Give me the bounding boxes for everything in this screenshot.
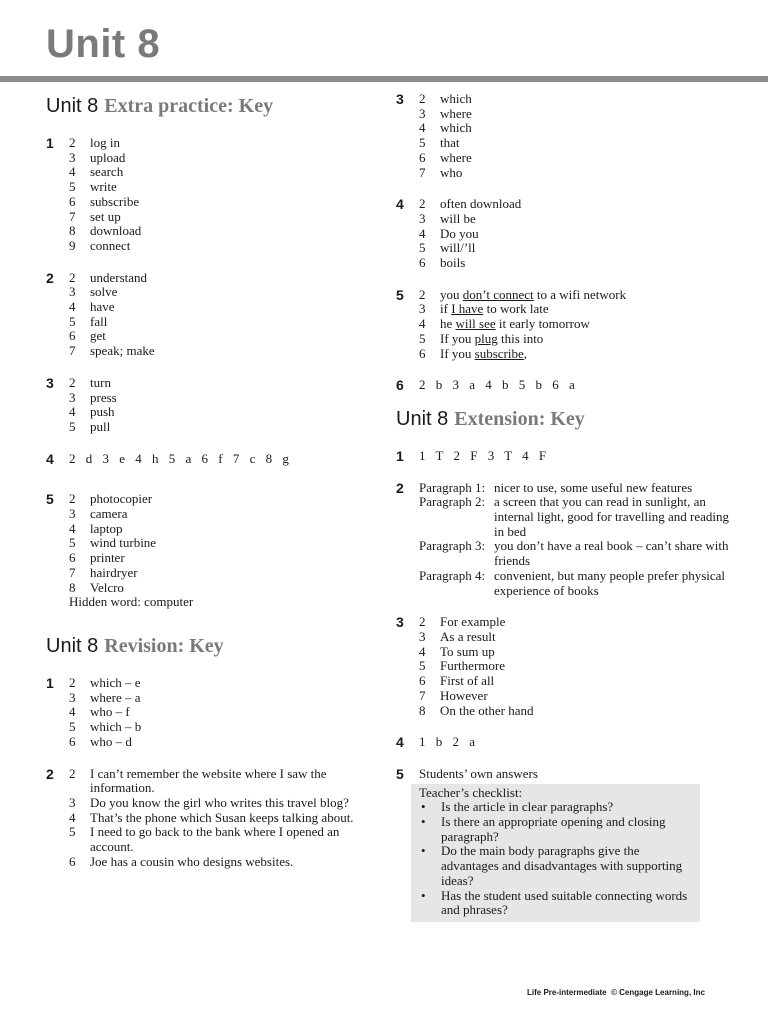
answer-text: which — [440, 91, 472, 106]
answer-text: laptop — [90, 520, 123, 536]
inline-answers: 1 T 2 F 3 T 4 F — [419, 447, 548, 463]
exercise-number: 3 — [46, 374, 54, 391]
extra-exercise-4 — [46, 452, 376, 467]
revision-exercise-1 — [46, 676, 376, 750]
answer-text: press — [90, 389, 117, 405]
answer-prefix: you — [440, 286, 463, 302]
answer-text: where — [440, 149, 472, 165]
paragraph-text: you don’t have a real book – can’t share with friends — [494, 538, 729, 569]
answer-line — [419, 212, 736, 227]
checklist-items — [419, 800, 694, 918]
item-number: 3 — [69, 794, 76, 810]
answer-text: I can’t remember the website where I saw the information. — [90, 765, 327, 796]
answer-text: will/’ll — [440, 240, 476, 256]
answer-line — [419, 197, 736, 212]
exercise-number: 2 — [396, 479, 404, 496]
answer-line — [69, 329, 376, 344]
bullet-icon: • — [421, 843, 426, 859]
exercise-number: 5 — [396, 286, 404, 303]
checklist-text: Is the article in clear paragraphs? — [441, 799, 614, 815]
item-number: 7 — [419, 164, 426, 180]
answer-text: First of all — [440, 673, 495, 689]
item-number: 4 — [69, 809, 76, 825]
item-number: 4 — [69, 404, 76, 420]
item-number: 4 — [419, 643, 426, 659]
answer-line — [69, 855, 376, 870]
item-number: 6 — [419, 673, 426, 689]
answer-text: connect — [90, 237, 131, 253]
item-number: 6 — [419, 255, 426, 271]
answer-text: fall — [90, 313, 108, 329]
checklist-item — [419, 844, 694, 888]
answer-text: photocopier — [90, 491, 153, 507]
page-title: Unit 8 — [46, 22, 161, 66]
answer-suffix: this into — [497, 330, 544, 346]
item-number: 4 — [69, 299, 76, 315]
item-number: 2 — [419, 286, 426, 302]
answer-text: which – b — [90, 719, 142, 735]
item-number: 5 — [69, 418, 76, 434]
answer-line — [419, 347, 736, 362]
answer-line — [69, 676, 376, 691]
answer-list — [419, 615, 736, 718]
answer-prefix: he — [440, 316, 456, 332]
paragraph-label: Paragraph 1: — [419, 479, 486, 495]
inline-answers: 2 d 3 e 4 h 5 a 6 f 7 c 8 g — [69, 450, 290, 466]
paragraph-answer — [419, 495, 736, 539]
exercise-number: 1 — [396, 447, 404, 464]
item-number: 3 — [69, 506, 76, 522]
item-number: 5 — [419, 330, 426, 346]
item-number: 6 — [69, 193, 76, 209]
answer-line — [69, 151, 376, 166]
answer-line — [419, 288, 736, 303]
answer-line — [69, 811, 376, 826]
exercise-number: 2 — [46, 765, 54, 782]
revision-exercise-3 — [396, 92, 736, 180]
answer-line — [419, 704, 736, 719]
answer-line — [69, 581, 376, 596]
answer-text: who — [440, 164, 463, 180]
item-number: 5 — [419, 658, 426, 674]
extension-exercise-1 — [396, 449, 736, 464]
extension-exercise-4 — [396, 735, 736, 750]
item-number: 5 — [69, 719, 76, 735]
answer-text — [440, 347, 736, 362]
item-number: 2 — [419, 196, 426, 212]
checklist-item — [419, 815, 694, 844]
answer-list — [69, 676, 376, 750]
underlined-answer: plug — [474, 330, 498, 346]
answer-line — [419, 332, 736, 347]
answer-text: that — [440, 135, 460, 151]
item-number: 5 — [69, 179, 76, 195]
paragraph-label: Paragraph 4: — [419, 567, 486, 583]
answer-line — [69, 195, 376, 210]
answer-text: set up — [90, 208, 121, 224]
answer-list — [69, 136, 376, 254]
answer-suffix: , — [523, 345, 528, 361]
bullet-icon: • — [421, 887, 426, 903]
revision-exercise-6 — [396, 378, 736, 393]
extra-exercise-1 — [46, 136, 376, 254]
exercise-number: 4 — [396, 196, 404, 213]
answer-line — [69, 344, 376, 359]
item-number: 3 — [69, 149, 76, 165]
answer-line — [69, 391, 376, 406]
answer-list — [69, 271, 376, 359]
answer-text: where – a — [90, 689, 141, 705]
item-number: 2 — [419, 614, 426, 630]
extra-exercise-2 — [46, 271, 376, 359]
answer-list — [419, 92, 736, 180]
extension-exercise-2 — [396, 481, 736, 599]
item-number: 4 — [69, 704, 76, 720]
answer-line — [69, 376, 376, 391]
exercise-number: 1 — [46, 674, 54, 691]
answer-line — [419, 689, 736, 704]
paragraph-label: Paragraph 3: — [419, 538, 486, 554]
extra-unit-label: Unit 8 — [46, 95, 99, 117]
answer-line — [419, 645, 736, 660]
checklist-title: Teacher’s checklist: — [419, 784, 523, 800]
revision-exercise-5 — [396, 288, 736, 362]
answer-text: pull — [90, 418, 111, 434]
answer-line — [69, 136, 376, 151]
item-number: 8 — [69, 579, 76, 595]
answer-text: have — [90, 299, 115, 315]
answer-text: which — [440, 120, 472, 136]
answer-line — [69, 705, 376, 720]
answer-text: hairdryer — [90, 564, 138, 580]
answer-line — [419, 256, 736, 271]
item-number: 6 — [69, 550, 76, 566]
answer-line — [69, 165, 376, 180]
extension-unit-label: Unit 8 — [396, 407, 449, 430]
item-number: 9 — [69, 237, 76, 253]
revision-exercise-4 — [396, 197, 736, 271]
item-number: 7 — [419, 687, 426, 703]
answer-text: often download — [440, 196, 522, 212]
paragraph-text: a screen that you can read in sunlight, an internal light, good for travelling and reading in bed — [494, 494, 730, 539]
answer-line — [69, 720, 376, 735]
answer-text — [440, 317, 736, 332]
item-number: 2 — [69, 765, 76, 781]
answer-line — [69, 796, 376, 811]
item-number: 3 — [419, 301, 426, 317]
answer-list — [69, 492, 376, 595]
answer-line — [419, 136, 736, 151]
revision-exercise-2 — [46, 767, 376, 870]
item-number: 6 — [69, 733, 76, 749]
inline-answers: 2 b 3 a 4 b 5 b 6 a — [419, 377, 576, 393]
answer-text: boils — [440, 255, 466, 271]
right-column — [396, 92, 736, 939]
answer-text: understand — [90, 269, 148, 285]
answer-prefix: If you — [440, 345, 475, 361]
revision-subtitle: Revision: Key — [104, 634, 224, 657]
extension-exercise-3 — [396, 615, 736, 718]
answer-line — [419, 241, 736, 256]
revision-unit-label: Unit 8 — [46, 634, 99, 657]
answer-text: speak; make — [90, 343, 155, 359]
answer-line — [69, 180, 376, 195]
item-number: 3 — [419, 210, 426, 226]
answer-line — [69, 691, 376, 706]
item-number: 4 — [419, 225, 426, 241]
answer-text: On the other hand — [440, 702, 534, 718]
item-number: 4 — [69, 520, 76, 536]
answer-line — [69, 735, 376, 750]
answer-text: where — [440, 105, 472, 121]
students-own-answers: Students’ own answers — [419, 765, 538, 781]
answer-line — [69, 224, 376, 239]
answer-line — [69, 271, 376, 286]
answer-text: That’s the phone which Susan keeps talking about. — [90, 809, 354, 825]
checklist-text: Has the student used suitable connecting words and phrases? — [441, 887, 688, 918]
answer-text: Joe has a cousin who designs websites. — [90, 853, 294, 869]
answer-line — [69, 285, 376, 300]
answer-text: To sum up — [440, 643, 495, 659]
item-number: 5 — [419, 135, 426, 151]
answer-line — [419, 674, 736, 689]
underlined-answer: subscribe — [474, 345, 524, 361]
item-number: 2 — [419, 91, 426, 106]
answer-line — [419, 92, 736, 107]
paragraph-text: convenient, but many people prefer physical experience of books — [494, 567, 726, 598]
item-number: 7 — [69, 208, 76, 224]
answer-text: who – f — [90, 704, 130, 720]
extension-exercise-5 — [396, 767, 736, 922]
answer-line — [69, 536, 376, 551]
extra-exercise-5 — [46, 492, 376, 610]
paragraph-list — [419, 481, 736, 599]
answer-text: upload — [90, 149, 126, 165]
title-rule — [0, 76, 768, 82]
answer-line — [69, 522, 376, 537]
underlined-answer: don’t connect — [462, 286, 534, 302]
item-number: 7 — [69, 564, 76, 580]
checklist-text: Is there an appropriate opening and closing paragraph? — [441, 814, 666, 844]
exercise-number: 2 — [46, 269, 54, 286]
item-number: 8 — [419, 702, 426, 718]
answer-suffix: it early tomorrow — [495, 316, 590, 332]
answer-prefix: if — [440, 301, 452, 317]
answer-line — [69, 767, 376, 796]
answer-text: Do you know the girl who writes this travel blog? — [90, 794, 349, 810]
answer-line — [69, 825, 376, 854]
answer-line — [419, 121, 736, 136]
answer-line — [69, 420, 376, 435]
item-number: 2 — [69, 374, 76, 390]
underlined-answer: I have — [451, 301, 484, 317]
item-number: 5 — [69, 313, 76, 329]
answer-line — [419, 317, 736, 332]
answer-line — [69, 492, 376, 507]
answer-line — [419, 615, 736, 630]
bullet-icon: • — [421, 799, 426, 815]
answer-text: Velcro — [90, 579, 124, 595]
item-number: 4 — [419, 316, 426, 332]
footer-copyright: © Cengage Learning, Inc — [611, 988, 705, 997]
answer-line — [419, 166, 736, 181]
hidden-word: Hidden word: computer — [69, 594, 194, 610]
item-number: 5 — [69, 535, 76, 551]
item-number: 2 — [69, 135, 76, 150]
paragraph-answer — [419, 569, 736, 598]
answer-text: get — [90, 328, 106, 344]
answer-list — [69, 767, 376, 870]
footer — [527, 988, 705, 997]
answer-line — [69, 405, 376, 420]
answer-line — [419, 630, 736, 645]
paragraph-label: Paragraph 2: — [419, 494, 486, 510]
checklist-item — [419, 889, 694, 918]
item-number: 5 — [419, 240, 426, 256]
answer-line — [69, 507, 376, 522]
exercise-number: 4 — [396, 734, 404, 751]
answer-text — [440, 288, 736, 303]
answer-text — [440, 332, 736, 347]
checklist-item — [419, 800, 694, 815]
item-number: 6 — [419, 345, 426, 361]
item-number: 7 — [69, 343, 76, 359]
item-number: 4 — [419, 120, 426, 136]
item-number: 2 — [69, 674, 76, 690]
extension-heading — [396, 405, 736, 433]
answer-suffix: to a wifi network — [533, 286, 627, 302]
answer-line — [419, 302, 736, 317]
exercise-number: 3 — [396, 614, 404, 631]
item-number: 3 — [69, 284, 76, 300]
exercise-number: 6 — [396, 377, 404, 394]
checklist-text: Do the main body paragraphs give the advantages and disadvantages with supporting ideas? — [441, 843, 683, 888]
item-number: 3 — [69, 689, 76, 705]
answer-line — [419, 151, 736, 166]
answer-line — [419, 227, 736, 242]
extra-exercise-3 — [46, 376, 376, 435]
left-column — [46, 92, 376, 886]
answer-text: As a result — [440, 628, 496, 644]
footer-book-title: Life Pre-intermediate — [527, 988, 607, 997]
exercise-number: 5 — [46, 491, 54, 508]
answer-line — [69, 210, 376, 225]
extension-subtitle: Extension: Key — [454, 407, 585, 430]
item-number: 3 — [419, 628, 426, 644]
underlined-answer: will see — [455, 316, 496, 332]
revision-heading — [46, 632, 376, 660]
answer-line — [69, 551, 376, 566]
paragraph-text: nicer to use, some useful new features — [494, 479, 693, 495]
answer-prefix: If you — [440, 330, 475, 346]
answer-text — [440, 302, 736, 317]
extra-practice-heading — [46, 92, 376, 120]
inline-answers: 1 b 2 a — [419, 734, 477, 750]
answer-text: camera — [90, 506, 128, 522]
paragraph-answer — [419, 539, 736, 568]
answer-line — [69, 566, 376, 581]
answer-text: For example — [440, 614, 506, 630]
item-number: 5 — [69, 824, 76, 840]
answer-text: solve — [90, 284, 118, 300]
item-number: 3 — [69, 389, 76, 405]
item-number: 2 — [69, 491, 76, 507]
answer-text: Do you — [440, 225, 479, 241]
answer-line — [419, 659, 736, 674]
teacher-checklist-box — [411, 784, 700, 922]
answer-list — [419, 288, 736, 362]
answer-line — [69, 315, 376, 330]
answer-text: wind turbine — [90, 535, 157, 551]
extra-subtitle: Extra practice: Key — [104, 95, 274, 117]
answer-text: However — [440, 687, 488, 703]
answer-text: write — [90, 179, 117, 195]
answer-line — [69, 239, 376, 254]
answer-text: turn — [90, 374, 111, 390]
item-number: 4 — [69, 164, 76, 180]
exercise-number: 3 — [396, 91, 404, 107]
answer-text: push — [90, 404, 115, 420]
answer-line — [419, 107, 736, 122]
answer-suffix: to work late — [483, 301, 549, 317]
answer-text: will be — [440, 210, 476, 226]
answer-list — [419, 197, 736, 271]
answer-line — [69, 300, 376, 315]
bullet-icon: • — [421, 814, 426, 830]
item-number: 2 — [69, 269, 76, 285]
item-number: 6 — [69, 328, 76, 344]
item-number: 6 — [69, 853, 76, 869]
exercise-number: 1 — [46, 135, 54, 151]
answer-text: I need to go back to the bank where I opened an account. — [90, 824, 340, 855]
answer-text: download — [90, 223, 142, 239]
answer-list — [69, 376, 376, 435]
answer-text: printer — [90, 550, 125, 566]
item-number: 8 — [69, 223, 76, 239]
exercise-number: 4 — [46, 450, 54, 467]
answer-text: Furthermore — [440, 658, 505, 674]
answer-text: log in — [90, 135, 120, 150]
item-number: 3 — [419, 105, 426, 121]
item-number: 6 — [419, 149, 426, 165]
answer-text: subscribe — [90, 193, 140, 209]
exercise-number: 5 — [396, 765, 404, 782]
answer-text: search — [90, 164, 124, 180]
answer-text: who – d — [90, 733, 132, 749]
paragraph-answer — [419, 481, 736, 496]
answer-text: which – e — [90, 674, 141, 690]
